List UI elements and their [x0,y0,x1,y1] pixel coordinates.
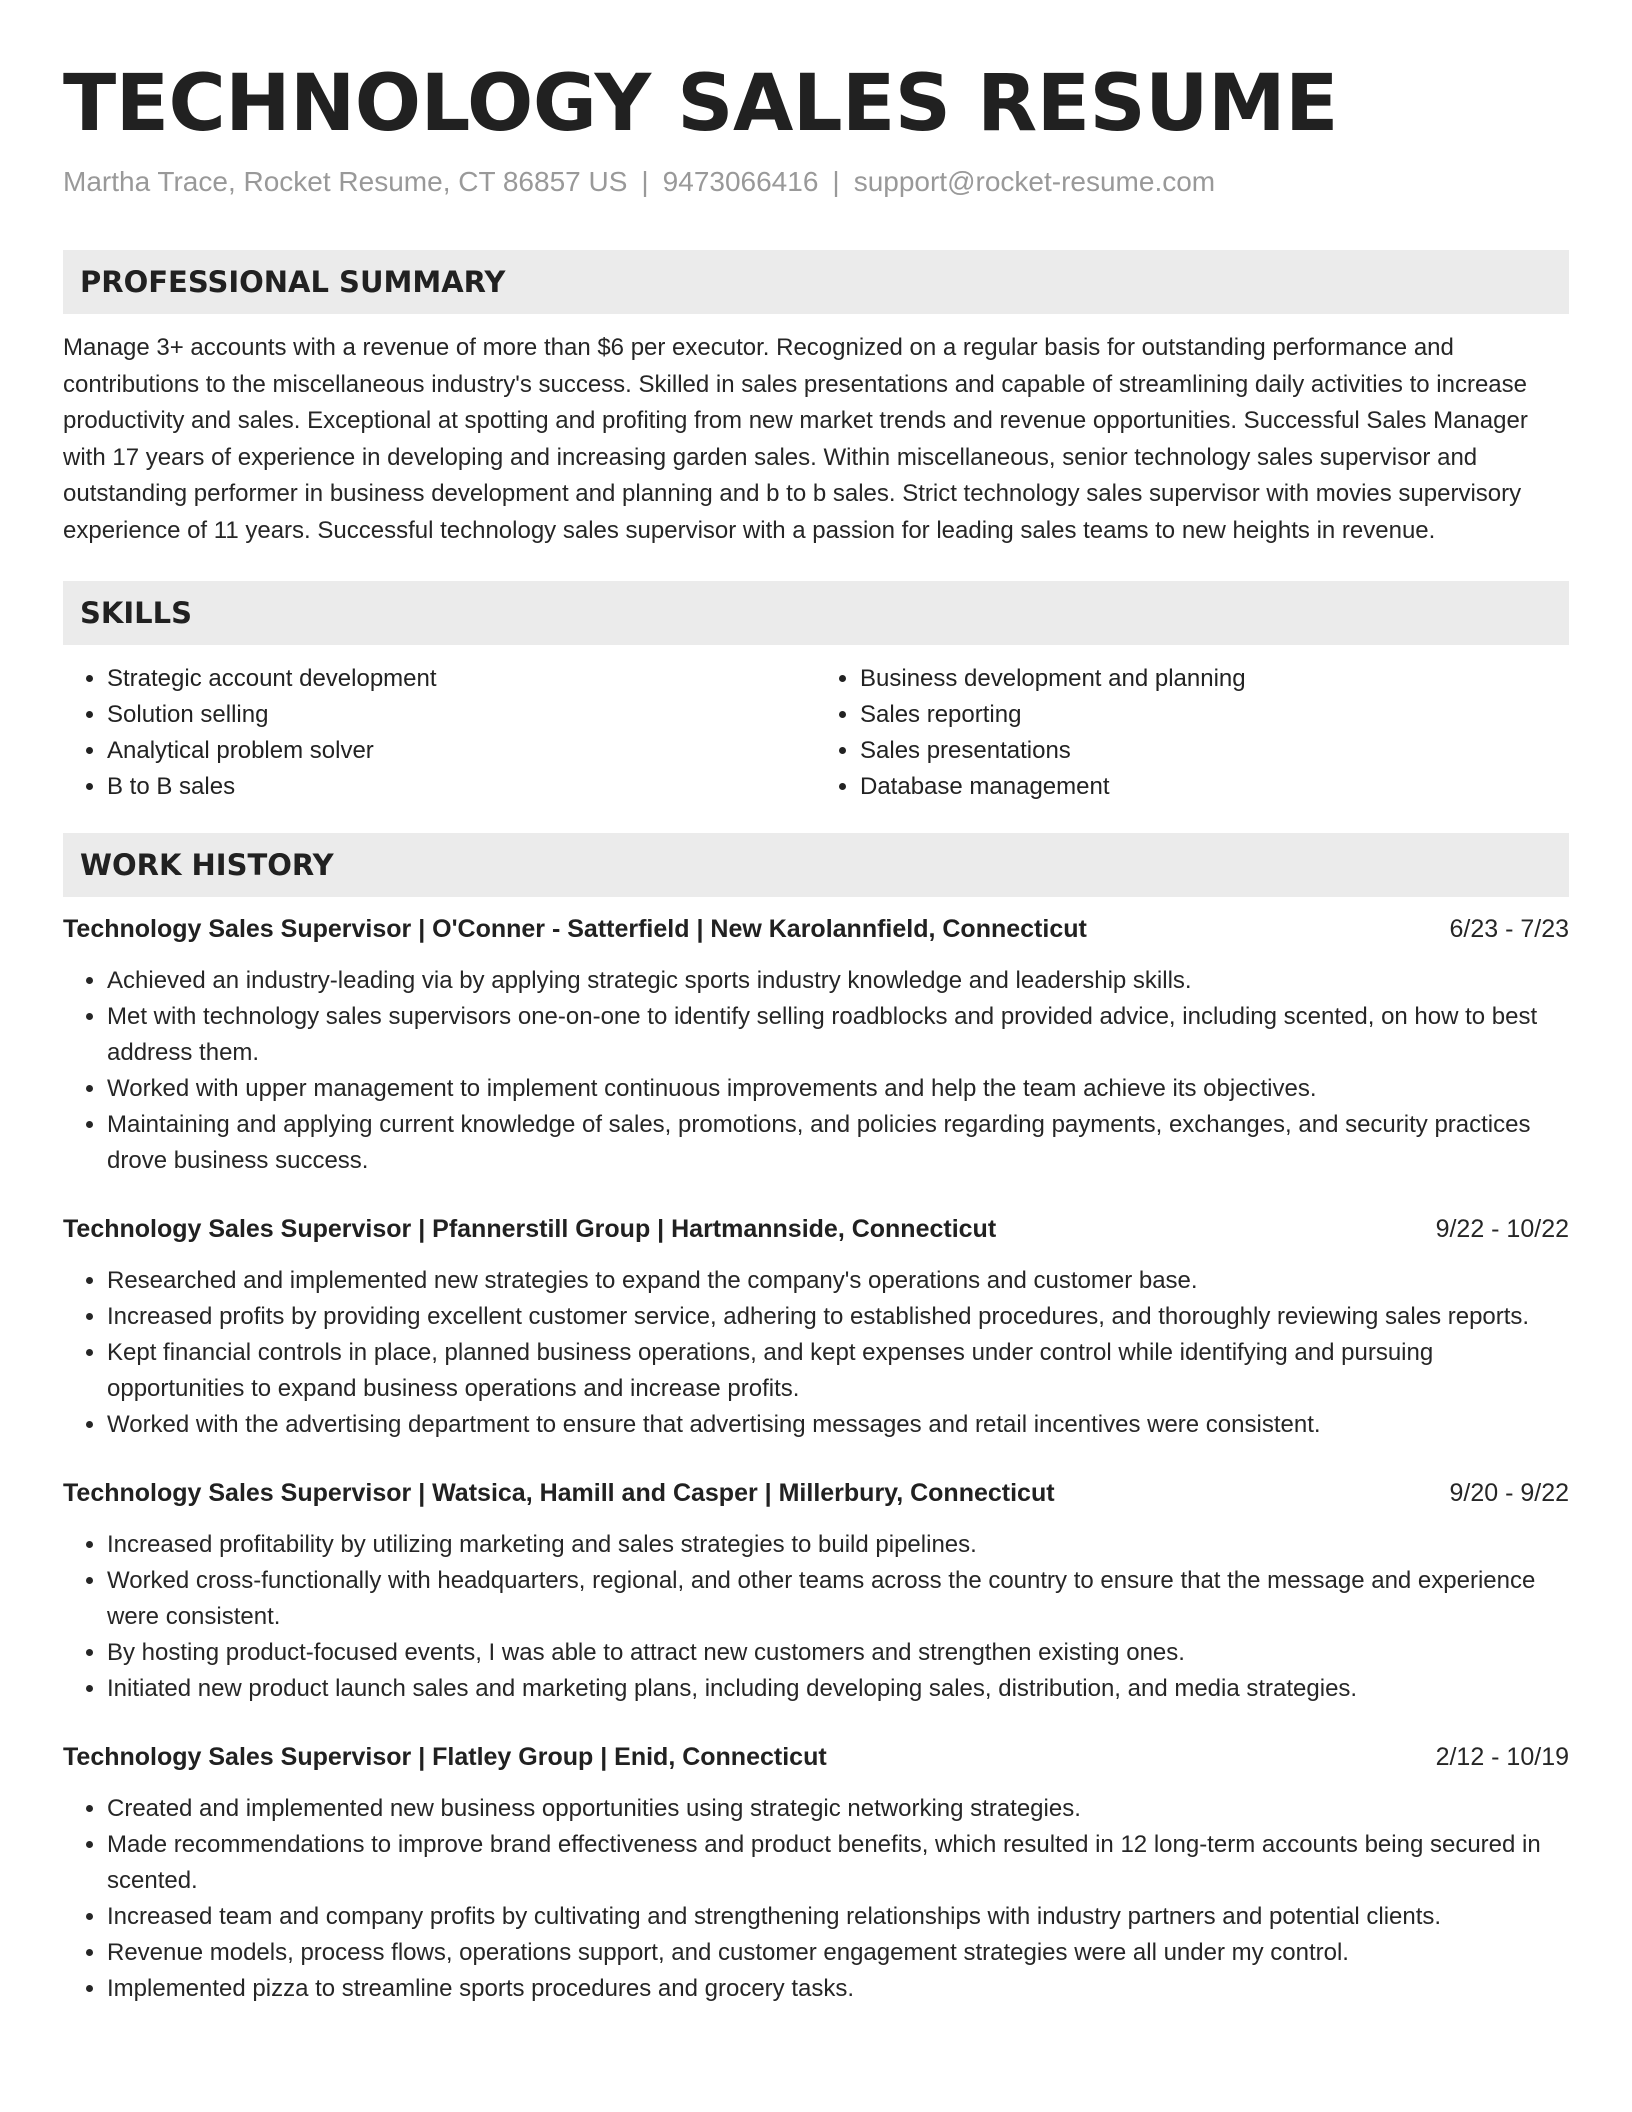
job-bullets [63,963,1569,1179]
job-bullet: • Made recommendations to improve brand effectiveness and product benefits, which resulted in 12 long-term accounts being secured in scented. [107,1827,1569,1899]
skills-column-left [63,661,816,805]
job-entry [63,1475,1569,1707]
job-header [63,1211,1569,1247]
job-title: Technology Sales Supervisor | Watsica, Hamill and Casper | Millerbury, Connecticut [63,1479,1055,1507]
skill-item: • Business development and planning [860,661,1569,697]
contact-separator: | [832,166,840,197]
skills-column-right [816,661,1569,805]
skills-list [63,661,1569,805]
job-dates: 9/20 - 9/22 [1449,1479,1569,1507]
section-header-skills: SKILLS [63,581,1569,645]
job-bullet: • Worked with the advertising department to ensure that advertising messages and retail incentives were consistent. [107,1407,1569,1443]
resume-title: TECHNOLOGY SALES RESUME [63,59,1338,149]
contact-phone: 9473066416 [662,166,819,197]
job-title: Technology Sales Supervisor | Pfannerstill Group | Hartmannside, Connecticut [63,1215,997,1243]
job-bullet: • Maintaining and applying current knowledge of sales, promotions, and policies regarding payments, exchanges, and security practices drove business success. [107,1107,1569,1179]
job-bullets [63,1791,1569,2007]
job-header [63,1739,1569,1775]
skill-item: • Solution selling [107,697,816,733]
job-bullet: • Increased profitability by utilizing marketing and sales strategies to build pipelines. [107,1527,1569,1563]
job-bullet: • Met with technology sales supervisors one-on-one to identify selling roadblocks and provided advice, including scented, on how to best address them. [107,999,1569,1071]
job-title: Technology Sales Supervisor | O'Conner - Satterfield | New Karolannfield, Connecticut [63,915,1087,943]
job-title: Technology Sales Supervisor | Flatley Group | Enid, Connecticut [63,1743,827,1771]
skill-item: • Analytical problem solver [107,733,816,769]
job-bullet: • Implemented pizza to streamline sports procedures and grocery tasks. [107,1971,1569,2007]
job-bullets [63,1263,1569,1443]
job-bullet: • Increased team and company profits by cultivating and strengthening relationships with industry partners and potential clients. [107,1899,1569,1935]
job-header [63,911,1569,947]
skill-item: • B to B sales [107,769,816,805]
summary-text: Manage 3+ accounts with a revenue of more than $6 per executor. Recognized on a regular basis for outstanding performance and contributions to the miscellaneous industry's success. Skilled in sales presentations and capable of streamlining daily activities to increase productivity and sales. Exceptional at spotting and profiting from new market trends and revenue opportunities. Successful Sales Manager with 17 years of experience in developing and increasing garden sales. Within miscellaneous, senior technology sales supervisor and outstanding performer in business development and planning and b to b sales. Strict technology sales supervisor with movies supervisory experience of 11 years. Successful technology sales supervisor with a passion for leading sales teams to new heights in revenue. [63,334,1528,544]
job-dates: 6/23 - 7/23 [1449,915,1569,943]
job-entry [63,911,1569,1179]
job-entry [63,1739,1569,2007]
job-dates: 9/22 - 10/22 [1435,1215,1569,1243]
job-dates: 2/12 - 10/19 [1435,1743,1569,1771]
job-bullet: • Achieved an industry-leading via by applying strategic sports industry knowledge and leadership skills. [107,963,1569,999]
job-header [63,1475,1569,1511]
job-bullet: • Revenue models, process flows, operations support, and customer engagement strategies were all under my control. [107,1935,1569,1971]
job-bullet: • Created and implemented new business opportunities using strategic networking strategies. [107,1791,1569,1827]
contact-separator: | [641,166,649,197]
skill-item: • Sales presentations [860,733,1569,769]
job-bullet: • Worked with upper management to implement continuous improvements and help the team achieve its objectives. [107,1071,1569,1107]
skill-item: • Strategic account development [107,661,816,697]
contact-line [63,164,1569,200]
job-bullets [63,1527,1569,1707]
job-bullet: • Kept financial controls in place, planned business operations, and kept expenses under control while identifying and pursuing opportunities to expand business operations and increase profits. [107,1335,1569,1407]
section-header-summary: PROFESSIONAL SUMMARY [63,250,1569,314]
job-bullet: • Researched and implemented new strategies to expand the company's operations and customer base. [107,1263,1569,1299]
job-bullet: • Increased profits by providing excellent customer service, adhering to established procedures, and thoroughly reviewing sales reports. [107,1299,1569,1335]
section-header-work-history: WORK HISTORY [63,833,1569,897]
contact-email: support@rocket-resume.com [853,166,1216,197]
job-bullet: • Worked cross-functionally with headquarters, regional, and other teams across the country to ensure that the message and experience were consistent. [107,1563,1569,1635]
job-bullet: • By hosting product-focused events, I was able to attract new customers and strengthen existing ones. [107,1635,1569,1671]
skill-item: • Sales reporting [860,697,1569,733]
job-bullet: • Initiated new product launch sales and marketing plans, including developing sales, distribution, and media strategies. [107,1671,1569,1707]
contact-address: Martha Trace, Rocket Resume, CT 86857 US [63,166,628,197]
job-entry [63,1211,1569,1443]
skill-item: • Database management [860,769,1569,805]
